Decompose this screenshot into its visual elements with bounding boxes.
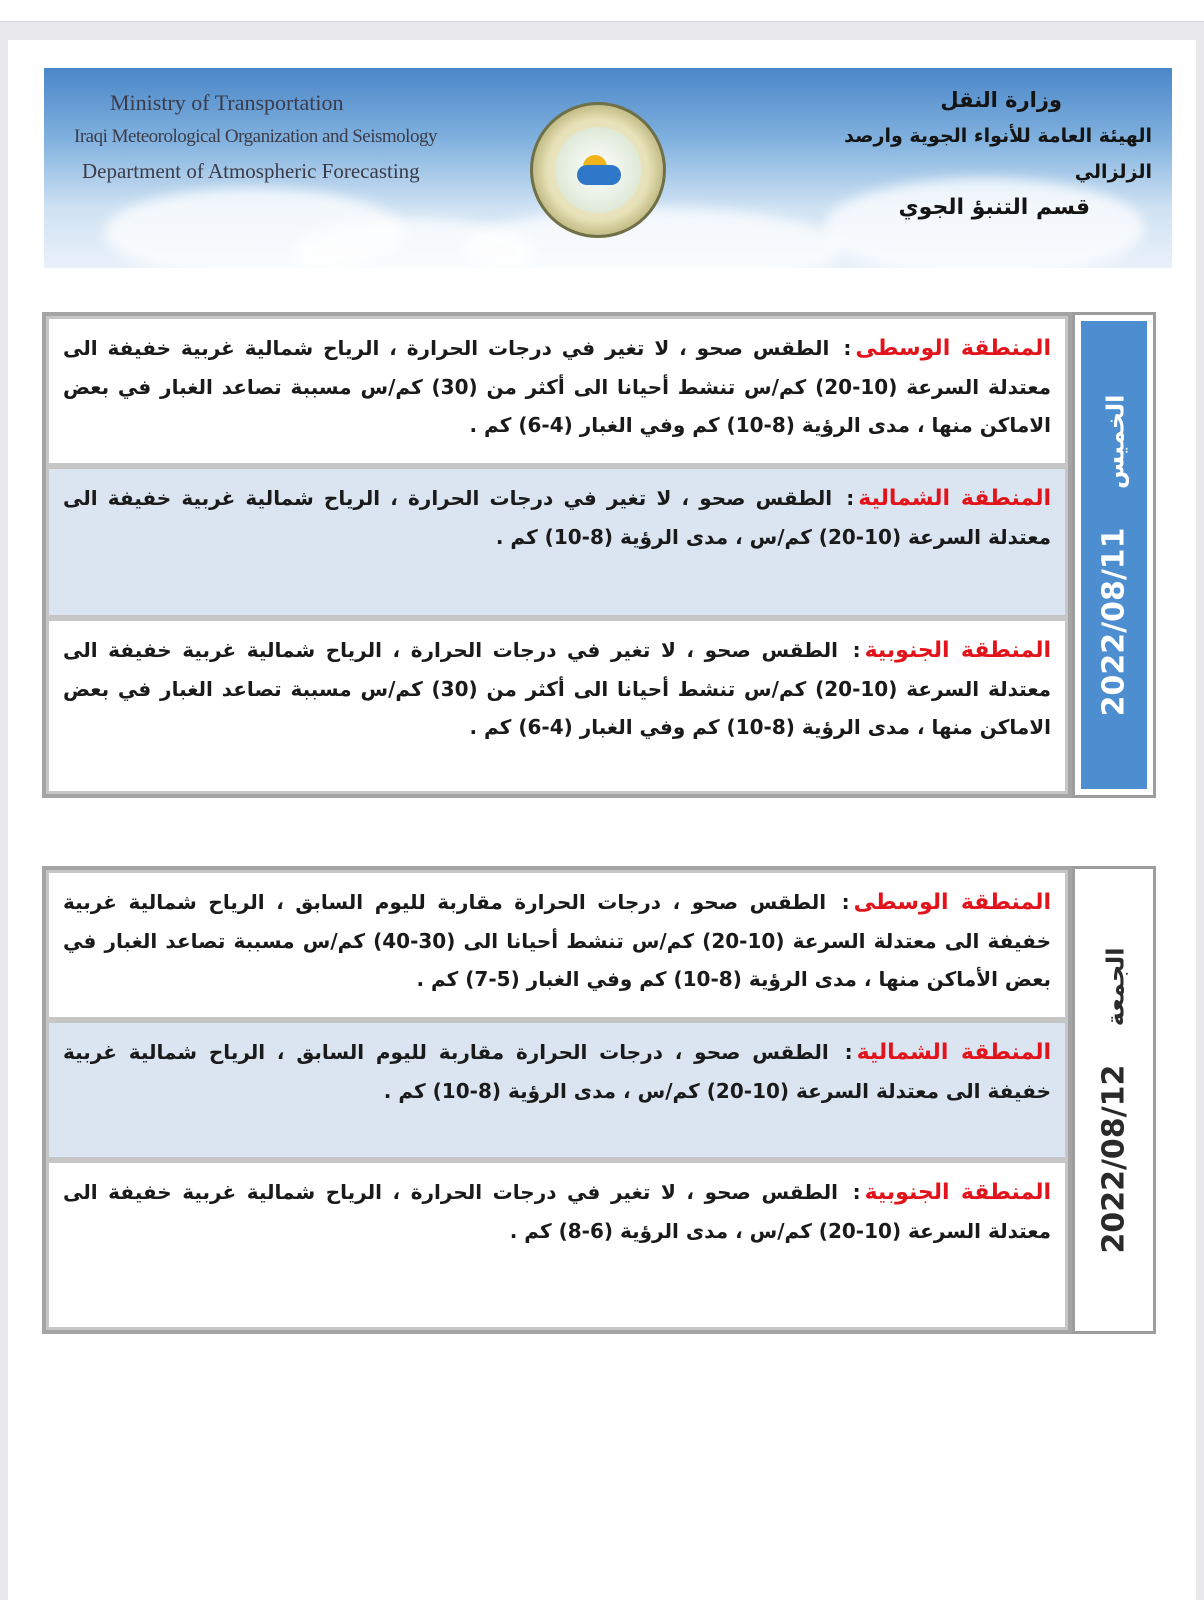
day-label: الخميس [1101, 394, 1130, 489]
forecast-day-1 [42, 312, 1156, 798]
date-label: 2022/08/12 [1096, 1064, 1132, 1254]
forecast-page [8, 40, 1196, 1600]
english-header [74, 86, 494, 188]
day-label: الجمعة [1101, 946, 1130, 1026]
region-text: الطقس صحو ، لا تغير في درجات الحرارة ، الرياح شمالية غربية خفيفة الى معتدلة السرعة (10-20) كم/س تنشط أحيانا الى أكثر من (30) كم/س مسببة تصاعد الغبار في بعض الاماكن منها ، مدى الرؤية (8-10) كم وفي الغبار (4-6) كم . [63, 336, 1051, 437]
english-ministry: Ministry of Transportation [110, 90, 344, 115]
region-south: المنطقة الجنوبية: الطقس صحو ، لا تغير في درجات الحرارة ، الرياح شمالية غربية خفيفة الى معتدلة السرعة (10-20) كم/س ، مدى الرؤية (6-8) كم . [46, 1160, 1068, 1330]
arabic-ministry: وزارة النقل [940, 88, 1062, 112]
date-cell [1072, 866, 1156, 1334]
arabic-organization: الهيئة العامة للأنواء الجوية وارصد الزلزالي [844, 125, 1152, 183]
region-title: المنطقة الوسطى [855, 336, 1051, 361]
organization-logo-icon [530, 102, 666, 238]
region-title: المنطقة الجنوبية [864, 638, 1052, 663]
region-text: الطقس صحو ، درجات الحرارة مقاربة لليوم السابق ، الرياح شمالية غربية خفيفة الى معتدلة السرعة (10-20) كم/س ، مدى الرؤية (8-10) كم . [63, 1040, 1051, 1103]
regions-table [42, 312, 1072, 798]
top-strip [0, 0, 1204, 22]
english-department: Department of Atmospheric Forecasting [82, 159, 420, 183]
region-central: المنطقة الوسطى: الطقس صحو ، لا تغير في درجات الحرارة ، الرياح شمالية غربية خفيفة الى معتدلة السرعة (10-20) كم/س تنشط أحيانا الى أكثر من (30) كم/س مسببة تصاعد الغبار في بعض الاماكن منها ، مدى الرؤية (8-10) كم وفي الغبار (4-6) كم . [46, 316, 1068, 466]
date-label: 2022/08/11 [1096, 526, 1132, 716]
header-banner [44, 68, 1172, 268]
region-title: المنطقة الجنوبية [864, 1180, 1052, 1205]
date-cell [1072, 312, 1156, 798]
region-text: الطقس صحو ، لا تغير في درجات الحرارة ، الرياح شمالية غربية خفيفة الى معتدلة السرعة (10-20) كم/س تنشط أحيانا الى أكثر من (30) كم/س مسببة تصاعد الغبار في بعض الاماكن منها ، مدى الرؤية (8-10) كم وفي الغبار (4-6) كم . [63, 638, 1051, 739]
region-south: المنطقة الجنوبية: الطقس صحو ، لا تغير في درجات الحرارة ، الرياح شمالية غربية خفيفة الى معتدلة السرعة (10-20) كم/س تنشط أحيانا الى أكثر من (30) كم/س مسببة تصاعد الغبار في بعض الاماكن منها ، مدى الرؤية (8-10) كم وفي الغبار (4-6) كم . [46, 618, 1068, 794]
region-central: المنطقة الوسطى: الطقس صحو ، درجات الحرارة مقاربة لليوم السابق ، الرياح شمالية غربية خفيفة الى معتدلة السرعة (10-20) كم/س تنشط أحيانا الى (30-40) كم/س مسببة تصاعد الغبار في بعض الأماكن منها ، مدى الرؤية (8-10) كم وفي الغبار (5-7) كم . [46, 870, 1068, 1020]
regions-table [42, 866, 1072, 1334]
region-text: الطقس صحو ، لا تغير في درجات الحرارة ، الرياح شمالية غربية خفيفة الى معتدلة السرعة (10-20) كم/س ، مدى الرؤية (6-8) كم . [63, 1180, 1051, 1243]
arabic-header [812, 82, 1152, 226]
region-text: الطقس صحو ، درجات الحرارة مقاربة لليوم السابق ، الرياح شمالية غربية خفيفة الى معتدلة السرعة (10-20) كم/س تنشط أحيانا الى (30-40) كم/س مسببة تصاعد الغبار في بعض الأماكن منها ، مدى الرؤية (8-10) كم وفي الغبار (5-7) كم . [63, 890, 1051, 991]
region-title: المنطقة الشمالية [856, 1040, 1051, 1065]
region-text: الطقس صحو ، لا تغير في درجات الحرارة ، الرياح شمالية غربية خفيفة الى معتدلة السرعة (10-20) كم/س ، مدى الرؤية (8-10) كم . [63, 486, 1051, 549]
region-north: المنطقة الشمالية: الطقس صحو ، لا تغير في درجات الحرارة ، الرياح شمالية غربية خفيفة الى معتدلة السرعة (10-20) كم/س ، مدى الرؤية (8-10) كم . [46, 466, 1068, 618]
region-title: المنطقة الشمالية [858, 486, 1052, 511]
region-title: المنطقة الوسطى [853, 890, 1051, 915]
forecast-day-2 [42, 866, 1156, 1334]
region-north: المنطقة الشمالية: الطقس صحو ، درجات الحرارة مقاربة لليوم السابق ، الرياح شمالية غربية خفيفة الى معتدلة السرعة (10-20) كم/س ، مدى الرؤية (8-10) كم . [46, 1020, 1068, 1160]
arabic-department: قسم التنبؤ الجوي [898, 195, 1090, 220]
english-organization: Iraqi Meteorological Organization and Seismology [74, 126, 437, 147]
